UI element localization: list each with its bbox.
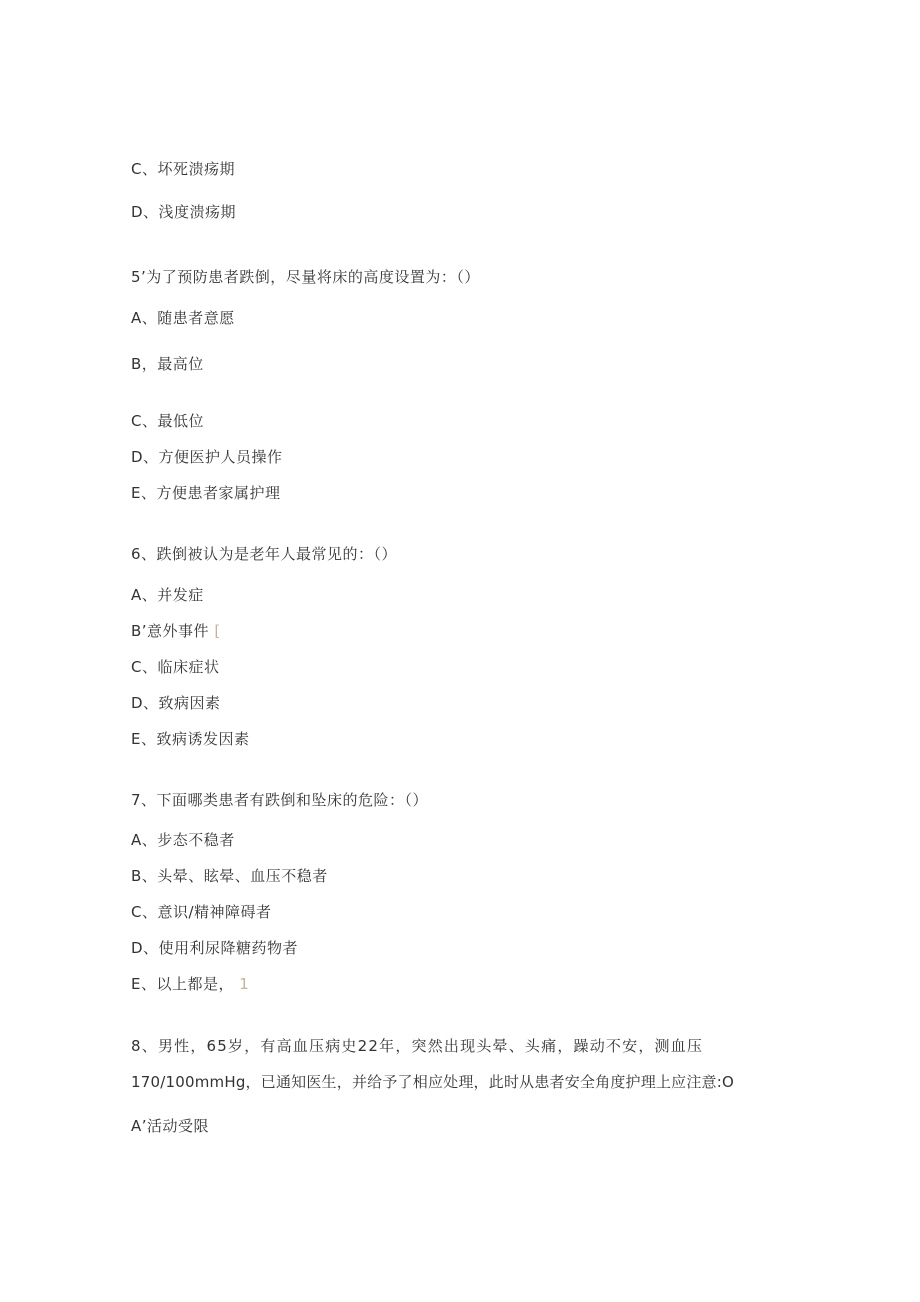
q7-option-d: D、使用利尿降糖药物者	[131, 939, 299, 957]
q6-option-d: D、致病因素	[131, 694, 221, 712]
option-c-necrotic-ulcer: C、坏死溃疡期	[131, 160, 235, 178]
q7-option-e-row	[131, 974, 249, 994]
q6-option-e: E、致病诱发因素	[131, 730, 250, 748]
question-6: 6、跌倒被认为是老年人最常见的：（）	[131, 545, 398, 563]
question-7: 7、下面哪类患者有跌倒和坠床的危险：（）	[131, 791, 429, 809]
q5-option-b: B，最高位	[131, 355, 204, 373]
question-8-line-1: 8、男性，65岁，有高血压病史22年，突然出现头晕、头痛，躁动不安，测血压	[131, 1037, 704, 1055]
q7-option-a: A、步态不稳者	[131, 831, 235, 849]
q6-option-b-row	[131, 621, 221, 641]
q5-option-d: D、方便医护人员操作	[131, 448, 283, 466]
question-5: 5’为了预防患者跌倒，尽量将床的高度设置为：（）	[131, 268, 480, 286]
q7-option-c: C、意识/精神障碍者	[131, 903, 272, 921]
question-8-line-2: 170/100mmHg，已通知医生，并给予了相应处理，此时从患者安全角度护理上应注意:O	[131, 1073, 735, 1091]
q6-option-b: B’意外事件	[131, 622, 210, 640]
margin-one-mark: 1	[239, 975, 250, 993]
q6-option-c: C、临床症状	[131, 658, 220, 676]
q5-option-e: E、方便患者家属护理	[131, 484, 281, 502]
option-d-superficial-ulcer: D、浅度溃疡期	[131, 203, 237, 221]
margin-bracket-mark: [	[214, 622, 221, 640]
q6-option-a: A、并发症	[131, 586, 204, 604]
q5-option-a: A、随患者意愿	[131, 309, 235, 327]
q7-option-e: E、以上都是，	[131, 975, 234, 993]
q8-option-a: A’活动受限	[131, 1117, 210, 1135]
q5-option-c: C、最低位	[131, 412, 204, 430]
q7-option-b: B、头晕、眩晕、血压不稳者	[131, 867, 328, 885]
